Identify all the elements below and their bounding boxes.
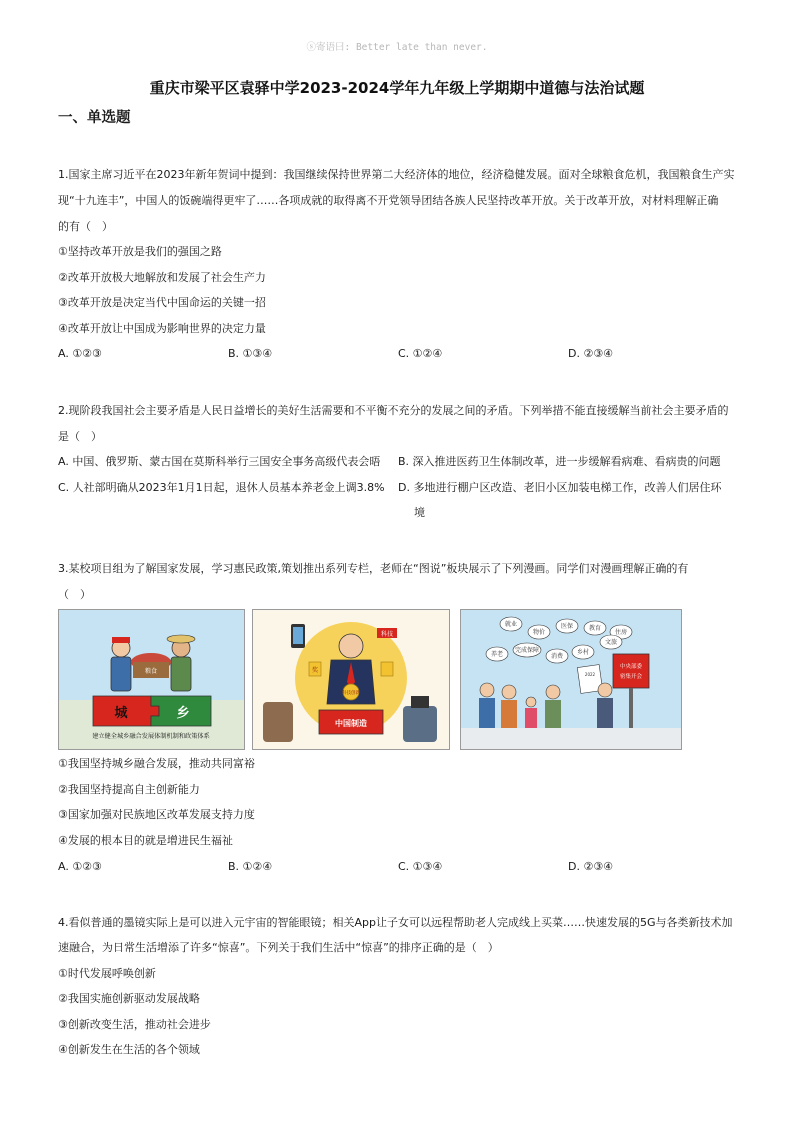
puzzle-city-word: 城: [114, 706, 128, 721]
tech-tag: 科技: [380, 631, 394, 638]
q3-option-a[interactable]: A. ①②③: [58, 860, 102, 873]
q4-stem-line: 速融合，为日常生活增添了许多“惊喜”。下列关于我们生活中“惊喜”的排序正确的是（ ）: [58, 941, 499, 954]
q1-option-d[interactable]: D. ②③④: [568, 347, 614, 360]
q4-item: ①时代发展呼唤创新: [58, 967, 156, 980]
q1-option-c[interactable]: C. ①②④: [398, 347, 443, 360]
q2-option-a[interactable]: A. 中国、俄罗斯、蒙古国在莫斯科举行三国安全事务高级代表会晤: [58, 455, 381, 468]
q1-item: ③改革开放是决定当代中国命运的关键一招: [58, 296, 266, 309]
section-heading: 一、单选题: [58, 109, 131, 126]
word-bubble-label: 完成保障: [514, 647, 540, 654]
q2-option-d[interactable]: D. 多地进行棚户区改造、老旧小区加装电梯工作，改善人们居住环: [398, 481, 722, 494]
q3-item: ②我国坚持提高自主创新能力: [58, 783, 200, 796]
q1-item: ④改革开放让中国成为影响世界的决定力量: [58, 322, 266, 335]
q2-option-c[interactable]: C. 人社部明确从2023年1月1日起，退休人员基本养老金上调3.8%: [58, 481, 385, 494]
q2-stem-line: 2.现阶段我国社会主要矛盾是人民日益增长的美好生活需要和不平衡不充分的发展之间的矛盾。下列举措不能直接缓解当前社会主要矛盾的: [58, 404, 729, 417]
cartoon-livelihood-drawing: [461, 610, 681, 749]
word-bubble-label: 就业: [504, 621, 518, 628]
q3-option-b[interactable]: B. ①②④: [228, 860, 273, 873]
q1-stem-line: 现“十九连丰”，中国人的饭碗端得更牢了……各项成就的取得离不开党领导团结各族人民坚持改革开放。关于改革开放，对材料理解正确: [58, 194, 719, 207]
cartoon1-banner: 建立健全城乡融合发展体制机制和政策体系: [92, 733, 210, 740]
word-bubble-label: 养老: [490, 651, 504, 658]
cartoon-urban-rural: [58, 609, 245, 750]
q2-option-d-wrap: 境: [414, 506, 425, 519]
word-bubble-label: 文旅: [604, 639, 618, 646]
puzzle-rural-word: 乡: [176, 706, 190, 721]
watermark: ⓢ寄语曰: Better late than never.: [306, 42, 488, 53]
cartoon-livelihood: [460, 609, 682, 750]
q2-option-b[interactable]: B. 深入推进医药卫生体制改革，进一步缓解看病难、看病贵的问题: [398, 455, 721, 468]
q1-option-b[interactable]: B. ①③④: [228, 347, 273, 360]
paper-label: 2022: [584, 672, 596, 677]
word-bubble-label: 物价: [532, 629, 546, 636]
q3-option-c[interactable]: C. ①③④: [398, 860, 443, 873]
sign-line: 密集开会: [619, 674, 643, 680]
word-bubble-label: 住房: [614, 629, 628, 636]
q4-item: ②我国实施创新驱动发展战略: [58, 992, 200, 1005]
award-tag: 奖: [311, 667, 319, 674]
word-bubble-label: 乡村: [576, 649, 590, 656]
q3-item: ④发展的根本目的就是增进民生福祉: [58, 834, 233, 847]
word-bubble-label: 消费: [550, 653, 564, 660]
word-bubble-label: 教育: [588, 625, 602, 632]
sign-line: 中央部委: [619, 664, 643, 670]
cartoon-made-in-china-drawing: [253, 610, 449, 749]
page-title: 重庆市梁平区袁驿中学2023-2024学年九年级上学期期中道德与法治试题: [149, 79, 645, 97]
cartoon-made-in-china: [252, 609, 450, 750]
basket-label: 粮食: [144, 668, 158, 675]
q4-item: ④创新发生在生活的各个领域: [58, 1043, 200, 1056]
q3-stem-line: （ ）: [58, 588, 91, 601]
q3-option-d[interactable]: D. ②③④: [568, 860, 614, 873]
medal-label: 科技创新: [342, 691, 360, 696]
q1-stem-line: 的有（ ）: [58, 220, 113, 233]
q3-item: ③国家加强对民族地区改革发展支持力度: [58, 808, 255, 821]
q1-stem-line: 1.国家主席习近平在2023年新年贺词中提到：我国继续保持世界第二大经济体的地位，经济稳健发展。面对全球粮食危机，我国粮食生产实: [58, 168, 735, 181]
q3-item: ①我国坚持城乡融合发展，推动共同富裕: [58, 757, 255, 770]
word-bubble-label: 医保: [560, 623, 574, 630]
cartoon-urban-rural-drawing: [59, 610, 244, 749]
q1-item: ①坚持改革开放是我们的强国之路: [58, 245, 222, 258]
q1-option-a[interactable]: A. ①②③: [58, 347, 102, 360]
q4-stem-line: 4.看似普通的墨镜实际上是可以进入元宇宙的智能眼镜；相关App让子女可以远程帮助老人完成线上买菜……快速发展的5G与各类新技术加: [58, 916, 733, 929]
q4-item: ③创新改变生活，推动社会进步: [58, 1018, 211, 1031]
q3-stem-line: 3.某校项目组为了解国家发展，学习惠民政策,策划推出系列专栏，老师在“图说”板块展示了下列漫画。同学们对漫画理解正确的有: [58, 562, 689, 575]
q2-stem-line: 是（ ）: [58, 430, 102, 443]
q1-item: ②改革开放极大地解放和发展了社会生产力: [58, 271, 266, 284]
podium-banner: 中国制造: [335, 719, 367, 728]
